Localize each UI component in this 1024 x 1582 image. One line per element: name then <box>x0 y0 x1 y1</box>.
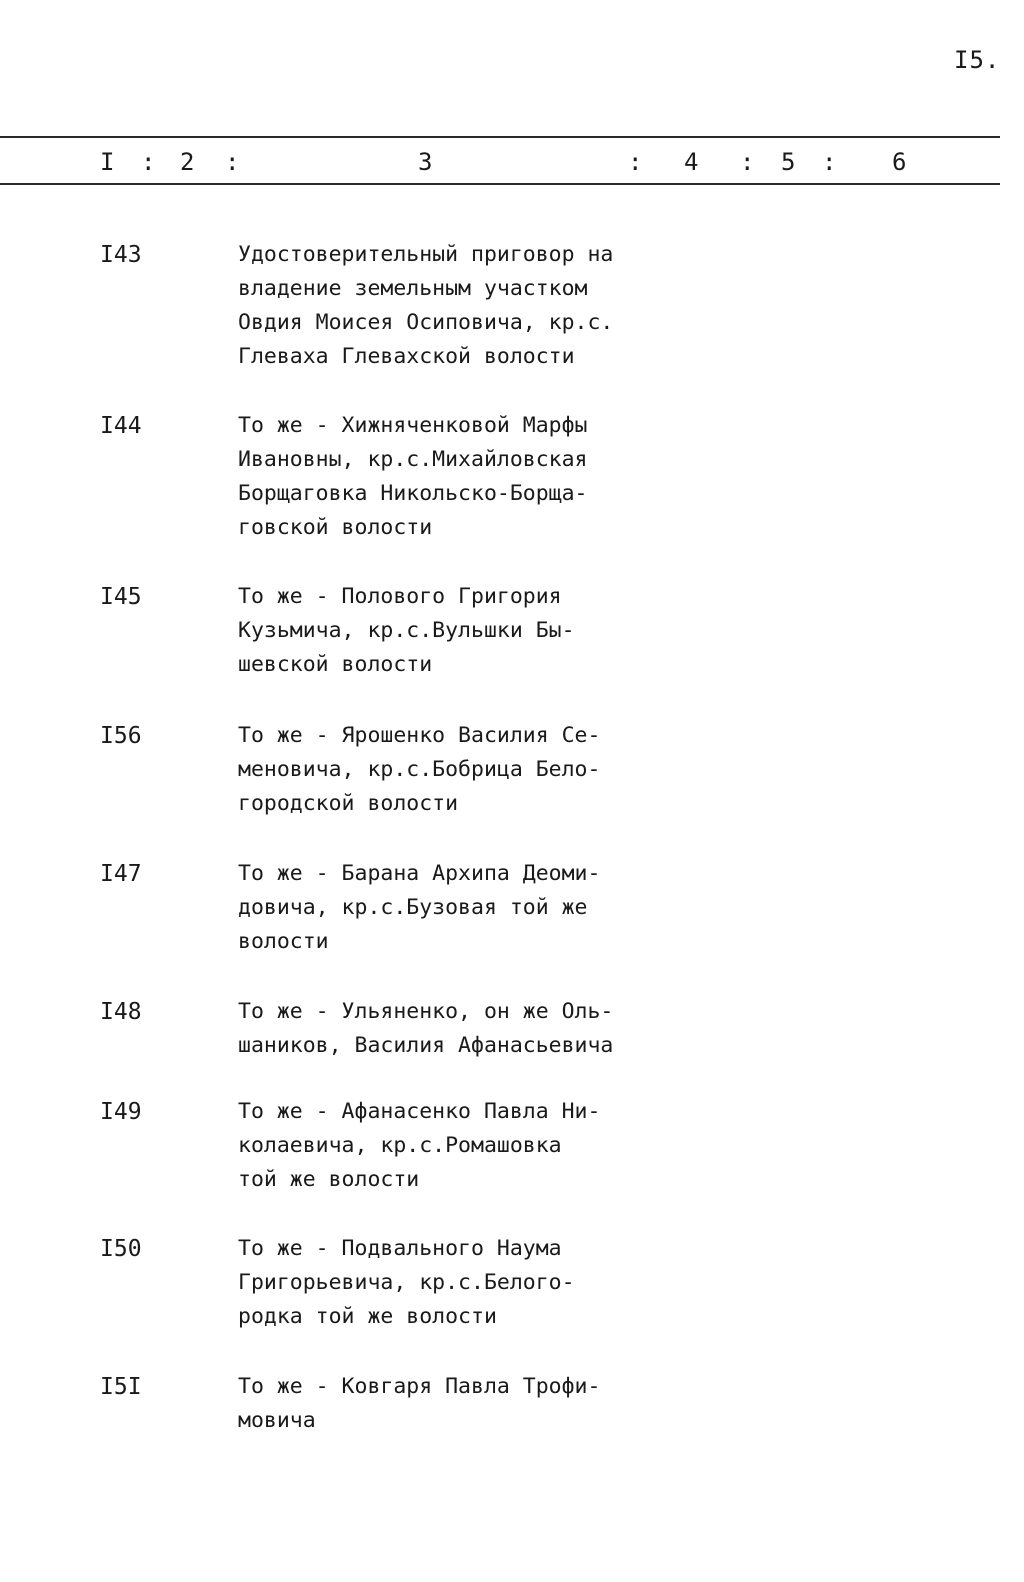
column-separator: : <box>822 148 837 176</box>
entry-line: довича, кр.с.Бузовая той же <box>238 895 588 920</box>
page-number: I5. <box>954 46 1001 74</box>
entry-line: То же - Ульяненко, он же Оль- <box>238 999 614 1024</box>
entry-description <box>238 409 658 545</box>
entry-description <box>238 238 658 374</box>
entry-line: той же волости <box>238 1167 420 1192</box>
entry-line: Овдия Моисея Осиповича, кр.с. <box>238 310 614 335</box>
column-header-5: 5 <box>781 148 796 176</box>
column-separator: : <box>740 148 755 176</box>
entry-line: Борщаговка Никольско-Борща- <box>238 481 588 506</box>
entry-line: Удостоверительный приговор на <box>238 242 614 267</box>
entry-line: То же - Афанасенко Павла Ни- <box>238 1099 601 1124</box>
entry-line: То же - Барана Архипа Деоми- <box>238 861 601 886</box>
header-rule-bottom <box>0 183 1000 185</box>
entry-number: I45 <box>100 584 142 610</box>
entry-line: То же - Подвального Наума <box>238 1236 562 1261</box>
entry-line: мовича <box>238 1408 316 1433</box>
entry-description <box>238 1370 658 1438</box>
entry-number: I47 <box>100 861 142 887</box>
column-header-2: 2 <box>180 148 195 176</box>
column-separator: : <box>141 148 156 176</box>
entry-line: говской волости <box>238 515 433 540</box>
column-header-3: 3 <box>418 148 433 176</box>
entry-description <box>238 580 658 682</box>
entry-line: владение земельным участком <box>238 276 588 301</box>
entry-line: То же - Полового Григория <box>238 584 562 609</box>
column-header-1: I <box>100 148 115 176</box>
entry-line: волости <box>238 929 329 954</box>
entry-line: То же - Хижняченковой Марфы <box>238 413 588 438</box>
entry-line: меновича, кр.с.Бобрица Бело- <box>238 757 601 782</box>
entry-number: I5I <box>100 1374 142 1400</box>
entry-description <box>238 995 658 1063</box>
entry-description <box>238 857 658 959</box>
entry-number: I48 <box>100 999 142 1025</box>
entry-line: родка той же волости <box>238 1304 497 1329</box>
entry-line: Ивановны, кр.с.Михайловская <box>238 447 588 472</box>
entry-line: шаников, Василия Афанасьевича <box>238 1033 614 1058</box>
entry-line: То же - Ковгаря Павла Трофи- <box>238 1374 601 1399</box>
entry-number: I43 <box>100 242 142 268</box>
entry-line: колаевича, кр.с.Ромашовка <box>238 1133 562 1158</box>
column-separator: : <box>628 148 643 176</box>
entry-line: Кузьмича, кр.с.Вульшки Бы- <box>238 618 575 643</box>
entry-description <box>238 1095 658 1197</box>
entry-line: шевской волости <box>238 652 433 677</box>
column-separator: : <box>225 148 240 176</box>
entry-number: I50 <box>100 1236 142 1262</box>
entry-description <box>238 719 658 821</box>
entry-line: То же - Ярошенко Василия Се- <box>238 723 601 748</box>
column-header-6: 6 <box>892 148 907 176</box>
entry-description <box>238 1232 658 1334</box>
header-rule-top <box>0 136 1000 138</box>
entry-number: I49 <box>100 1099 142 1125</box>
entry-line: городской волости <box>238 791 459 816</box>
column-header-4: 4 <box>684 148 699 176</box>
entry-line: Глеваха Глевахской волости <box>238 344 575 369</box>
entry-line: Григорьевича, кр.с.Белого- <box>238 1270 575 1295</box>
entry-number: I56 <box>100 723 142 749</box>
entry-number: I44 <box>100 413 142 439</box>
